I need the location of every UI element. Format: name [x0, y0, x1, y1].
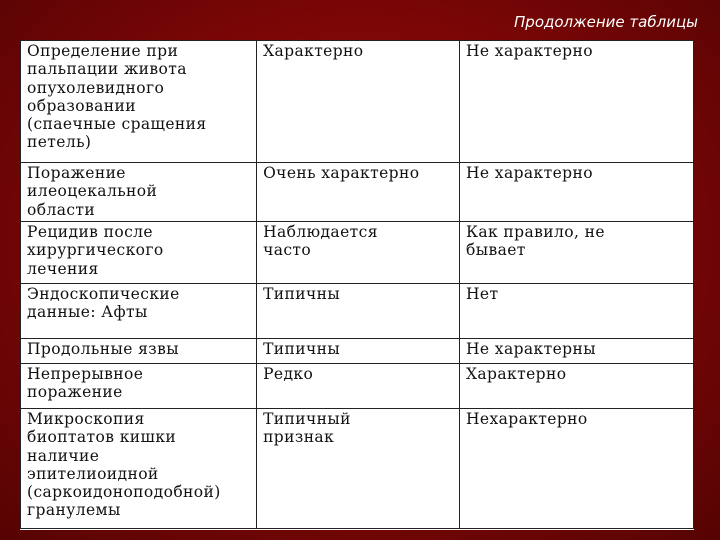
table-row: [21, 222, 694, 284]
table-row: [21, 339, 694, 364]
table-cell-column-3: Нет: [459, 284, 693, 339]
table-cell-column-2: Наблюдается часто: [257, 222, 460, 284]
table-cell-column-3: Не характерно: [459, 163, 693, 222]
table-cell-column-3: Как правило, не бывает: [459, 222, 693, 284]
table-cell-column-3: Не характерны: [459, 339, 693, 364]
table-cell-column-2: Редко: [257, 364, 460, 409]
table-cell-column-3: Не характерно: [459, 41, 693, 163]
table-cell-column-3: Нехарактерно: [459, 409, 693, 529]
table-cell-feature: Определение при пальпации живота опухолевидного образовании (спаечные сращения петель): [21, 41, 257, 163]
table-cell-column-2: Характерно: [257, 41, 460, 163]
table-cell-feature: Микроскопия биоптатов кишки наличие эпителиоидной (саркоидоноподобной) гранулемы: [21, 409, 257, 529]
table-cell-column-2: Типичны: [257, 284, 460, 339]
table-cell-feature: Эндоскопические данные: Афты: [21, 284, 257, 339]
table-cell-column-3: Характерно: [459, 364, 693, 409]
table-cell-feature: Рецидив после хирургического лечения: [21, 222, 257, 284]
table-row: [21, 41, 694, 163]
table-cell-column-2: Типичны: [257, 339, 460, 364]
comparison-table: [20, 40, 694, 530]
table-cell-column-2: Типичный признак: [257, 409, 460, 529]
table-cell-feature: Продольные язвы: [21, 339, 257, 364]
table-cell-column-2: Очень характерно: [257, 163, 460, 222]
table-row: [21, 409, 694, 529]
table-cell-feature: Непрерывное поражение: [21, 364, 257, 409]
table-row: [21, 364, 694, 409]
table-row: [21, 163, 694, 222]
table-cell-feature: Поражение илеоцекальной области: [21, 163, 257, 222]
table-continuation-caption: Продолжение таблицы: [514, 13, 698, 31]
table-row: [21, 284, 694, 339]
